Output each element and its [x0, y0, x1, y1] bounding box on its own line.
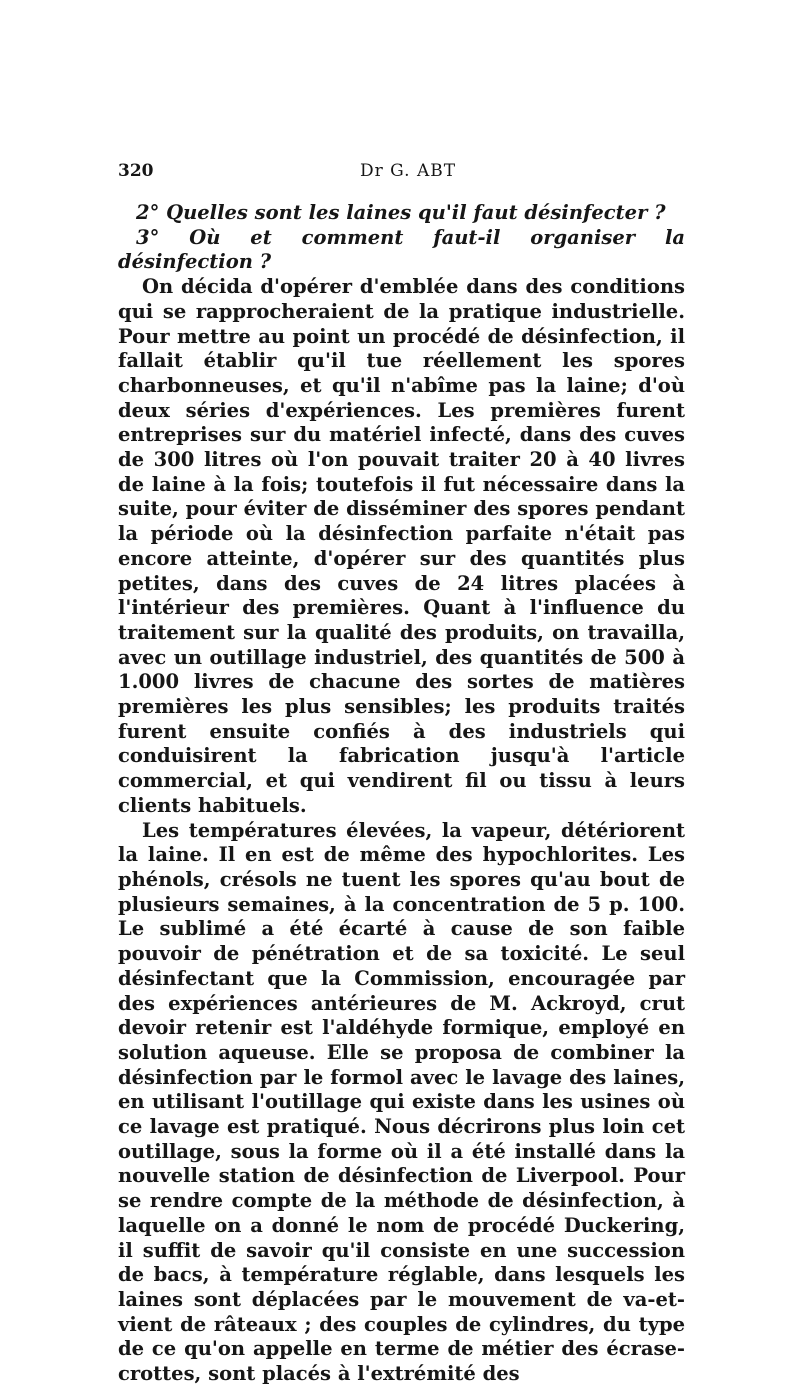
paragraph-2: Les températures élevées, la vapeur, détériorent la laine. Il en est de même des hypochlorites. Les phénols, crésols ne tuent les spores qu'au bout de plusieurs semaines, à la concentration de 5 p. 100. Le sublimé a été écarté à cause de son faible pouvoir de pénétration et de sa toxicité. Le seul désinfectant que la Commission, encouragée par des expériences antérieures de M. Ackroyd, crut devoir retenir est l'aldéhyde formique, employé en solution aqueuse. Elle se proposa de combiner la désinfection par le formol avec le lavage des laines, en utilisant l'outillage qui existe dans les usines où ce lavage est pratiqué. Nous décrirons plus loin cet outillage, sous la forme où il a été installé dans la nouvelle station de désinfection de Liverpool. Pour se rendre compte de la méthode de désinfection, à laquelle on a donné le nom de procédé Duckering, il suffit de savoir qu'il consiste en une succession de bacs, à température réglable, dans lesquels les laines sont déplacées par le mouvement de va-et-vient de râteaux ; des couples de cylindres, du type de ce qu'on appelle en terme de métier des écrase-crottes, sont placés à l'extrémité des [118, 818, 685, 1386]
running-head: Dr G. ABT [360, 161, 457, 181]
page-header [118, 161, 685, 185]
question-3: 3° Où et comment faut-il organiser la désinfection ? [118, 225, 685, 274]
question-2: 2° Quelles sont les laines qu'il faut désinfecter ? [136, 201, 666, 224]
page-number: 320 [118, 161, 154, 181]
paragraph-1: On décida d'opérer d'emblée dans des conditions qui se rapprocheraient de la pratique industrielle. Pour mettre au point un procédé de désinfection, il fallait établir qu'il tue réellement les spores charbonneuses, et qu'il n'abîme pas la laine; d'où deux séries d'expériences. Les premières furent entreprises sur du matériel infecté, dans des cuves de 300 litres où l'on pouvait traiter 20 à 40 livres de laine à la fois; toutefois il fut nécessaire dans la suite, pour éviter de disséminer des spores pendant la période où la désinfection parfaite n'était pas encore atteinte, d'opérer sur des quantités plus petites, dans des cuves de 24 litres placées à l'intérieur des premières. Quant à l'influence du traitement sur la qualité des produits, on travailla, avec un outillage industriel, des quantités de 500 à 1.000 livres de chacune des sortes de matières premières les plus sensibles; les produits traités furent ensuite confiés à des industriels qui conduisirent la fabrication jusqu'à l'article commercial, et qui vendirent fil ou tissu à leurs clients habituels. [118, 275, 685, 817]
body-text [118, 201, 685, 1387]
